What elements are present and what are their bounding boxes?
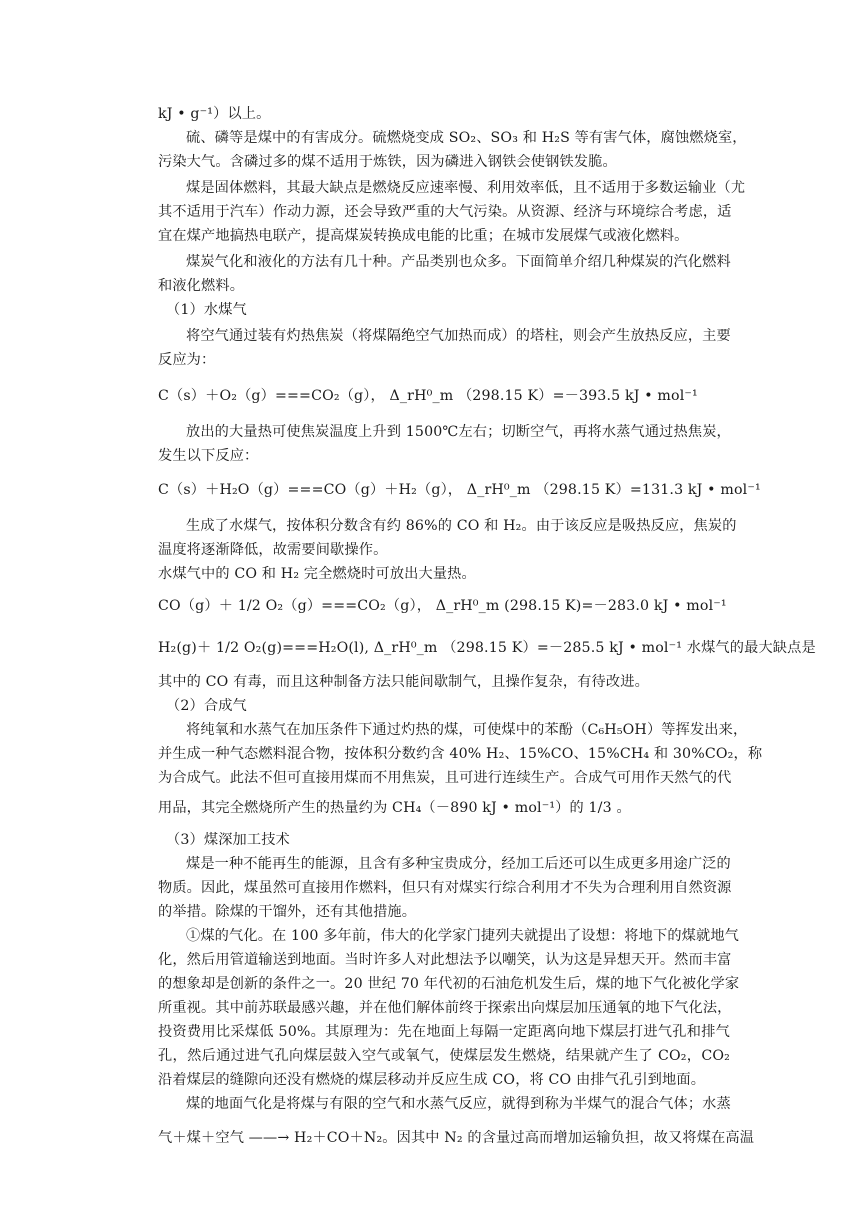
- text-line: 生成了水煤气，按体积分数含有约 86%的 CO 和 H₂。由于该反应是吸热反应，焦炭的: [186, 518, 737, 534]
- text-line: 放出的大量热可使焦炭温度上升到 1500℃左右；切断空气，再将水蒸气通过热焦炭，: [186, 424, 731, 440]
- section-heading: （2）合成气: [166, 698, 247, 714]
- text-line: 和液化燃料。: [158, 278, 245, 294]
- text-line: 煤炭气化和液化的方法有几十种。产品类别也众多。下面简单介绍几种煤炭的汽化燃料: [186, 254, 731, 270]
- text-line: 反应为：: [158, 352, 216, 368]
- text-line: 化，然后用管道输送到地面。当时许多人对此想法予以嘲笑，认为这是异想天开。然而丰富: [158, 952, 732, 968]
- equation: CO（g）＋ 1/2 O₂（g）===CO₂（g）， Δ_rH⁰_m (298.15 K)=－283.0 kJ • mol⁻¹: [158, 598, 727, 614]
- text-line: 将空气通过装有灼热焦炭（将煤隔绝空气加热而成）的塔柱，则会产生放热反应，主要: [186, 328, 731, 344]
- text-line: 煤是一种不能再生的能源，且含有多种宝贵成分，经加工后还可以生成更多用途广泛的: [186, 856, 731, 872]
- text-line: 其不适用于汽车）作动力源，还会导致严重的大气污染。从资源、经济与环境综合考虑，适: [158, 204, 732, 220]
- text-line: 其中的 CO 有毒，而且这种制备方法只能间歇制气，且操作复杂，有待改进。: [158, 674, 649, 690]
- text-line: 宜在煤产地搞热电联产，提高煤炭转换成电能的比重；在城市发展煤气或液化燃料。: [158, 228, 689, 244]
- text-line: 气＋煤＋空气 ——→ H₂＋CO＋N₂。因其中 N₂ 的含量过高而增加运输负担，故又将煤在高温: [158, 1130, 755, 1146]
- text-line: 的想象却是创新的条件之一。20 世纪 70 年代初的石油危机发生后，煤的地下气化被化学家: [158, 976, 740, 992]
- text-line: 物质。因此，煤虽然可直接用作燃料，但只有对煤实行综合利用才不失为合理利用自然资源: [158, 880, 732, 896]
- equation: H₂(g)＋ 1/2 O₂(g)===H₂O(l), Δ_rH⁰_m （298.15 K）=－285.5 kJ • mol⁻¹ 水煤气的最大缺点是: [158, 640, 816, 656]
- text-line: kJ • g⁻¹）以上。: [158, 106, 271, 122]
- text-line: 的举措。除煤的干馏外，还有其他措施。: [158, 904, 417, 920]
- equation: C（s）＋O₂（g）===CO₂（g）， Δ_rH⁰_m （298.15 K）=－393.5 kJ • mol⁻¹: [158, 388, 698, 404]
- text-line: 污染大气。含磷过多的煤不适用于炼铁，因为磷进入钢铁会使钢铁发脆。: [158, 154, 617, 170]
- text-line: 所重视。其中前苏联最感兴趣，并在他们解体前终于探索出向煤层加压通氧的地下气化法，: [158, 1000, 732, 1016]
- text-line: 将纯氧和水蒸气在加压条件下通过灼热的煤，可使煤中的苯酚（C₆H₅OH）等挥发出来，: [186, 722, 748, 738]
- text-line: 发生以下反应：: [158, 448, 259, 464]
- text-line: 水煤气中的 CO 和 H₂ 完全燃烧时可放出大量热。: [158, 566, 476, 582]
- text-line: 煤是固体燃料，其最大缺点是燃烧反应速率慢、利用效率低，且不适用于多数运输业（尤: [186, 180, 746, 196]
- text-line: 用品，其完全燃烧所产生的热量约为 CH₄（－890 kJ • mol⁻¹）的 1/3 。: [158, 800, 631, 816]
- text-line: 硫、磷等是煤中的有害成分。硫燃烧变成 SO₂、SO₃ 和 H₂S 等有害气体，腐蚀燃烧室，: [186, 130, 747, 146]
- text-line: 煤的地面气化是将煤与有限的空气和水蒸气反应，就得到称为半煤气的混合气体；水蒸: [186, 1096, 731, 1112]
- text-line: ①煤的气化。在 100 多年前，伟大的化学家门捷列夫就提出了设想：将地下的煤就地气: [186, 928, 740, 944]
- text-line: 并生成一种气态燃料混合物，按体积分数约含 40% H₂、15%CO、15%CH₄ 和 30%CO₂，称: [158, 746, 763, 762]
- section-heading: （3）煤深加工技术: [166, 832, 290, 848]
- text-line: 孔，然后通过进气孔向煤层鼓入空气或氧气，使煤层发生燃烧，结果就产生了 CO₂，CO₂: [158, 1048, 730, 1064]
- text-line: 投资费用比采煤低 50%。其原理为：先在地面上每隔一定距离向地下煤层打进气孔和排气: [158, 1024, 730, 1040]
- text-line: 温度将逐渐降低，故需要间歇操作。: [158, 542, 388, 558]
- equation: C（s）＋H₂O（g）===CO（g）＋H₂（g）， Δ_rH⁰_m （298.15 K）=131.3 kJ • mol⁻¹: [158, 482, 761, 498]
- text-line: 沿着煤层的缝隙向还没有燃烧的煤层移动并反应生成 CO，将 CO 由排气孔引到地面。: [158, 1072, 706, 1088]
- section-heading: （1）水煤气: [166, 302, 247, 318]
- text-line: 为合成气。此法不但可直接用煤而不用焦炭，且可进行连续生产。合成气可用作天然气的代: [158, 770, 732, 786]
